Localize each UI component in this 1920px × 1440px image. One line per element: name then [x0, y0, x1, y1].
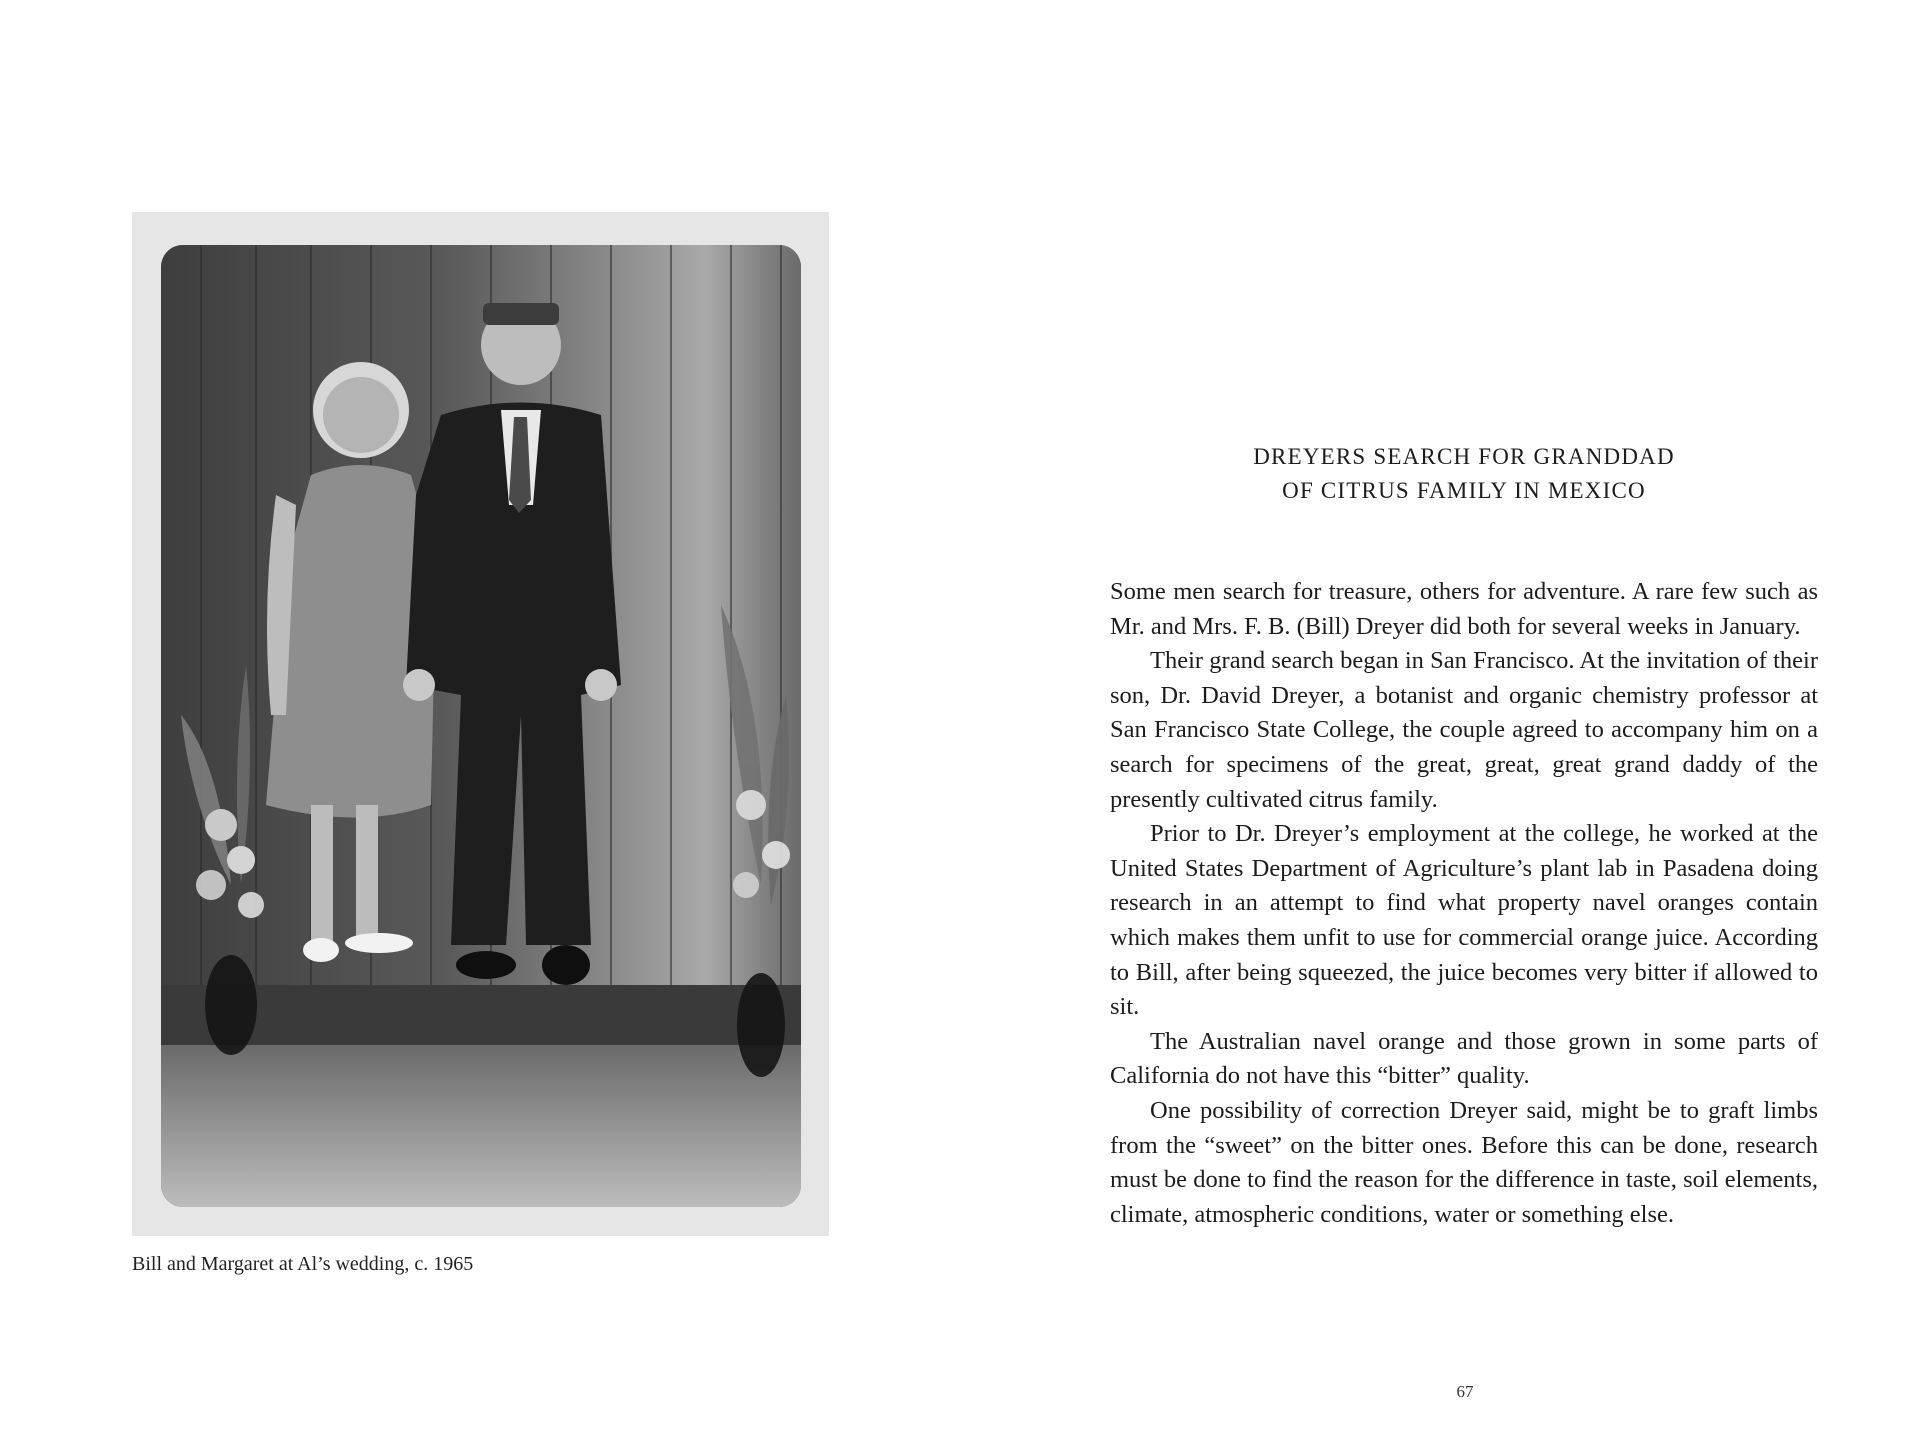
page-number: 67	[1456, 1382, 1474, 1401]
photo-caption: Bill and Margaret at Al’s wedding, c. 1965	[132, 1253, 474, 1275]
article-heading	[1110, 440, 1818, 508]
heading-line-1: DREYERS SEARCH FOR GRANDDAD	[1253, 444, 1675, 469]
article-body	[1110, 575, 1818, 1232]
paragraph-5: One possibility of correction Dreyer said, might be to graft limbs from the “sweet” on the bitter ones. Before this can be done, research must be done to find the reason for the difference in taste, soil elements, climate, atmospheric conditions, water or something else.	[1110, 1096, 1818, 1228]
paragraph-2: Their grand search began in San Francisco. At the invitation of their son, Dr. David Dreyer, a botanist and organic chemistry professor at San Francisco State College, the couple agreed to accompany him on a search for specimens of the great, great, great grand daddy of the presently cultivated citrus family.	[1110, 647, 1818, 813]
paragraph-1: Some men search for treasure, others for adventure. A rare few such as Mr. and Mrs. F. B. (Bill) Dreyer did both for several weeks in January.	[1110, 578, 1818, 640]
photo-mount	[132, 212, 829, 1236]
heading-line-2: OF CITRUS FAMILY IN MEXICO	[1282, 478, 1646, 503]
photo-icon	[161, 245, 801, 1207]
photo-bill-and-margaret	[161, 245, 801, 1207]
paragraph-4: The Australian navel orange and those grown in some parts of California do not have this “bitter” quality.	[1110, 1027, 1818, 1090]
paragraph-3: Prior to Dr. Dreyer’s employment at the college, he worked at the United States Department of Agriculture’s plant lab in Pasadena doing research in an attempt to find what property navel oranges contain which makes them unfit to use for commercial orange juice. According to Bill, after being squeezed, the juice becomes very bitter if allowed to sit.	[1110, 820, 1818, 1021]
